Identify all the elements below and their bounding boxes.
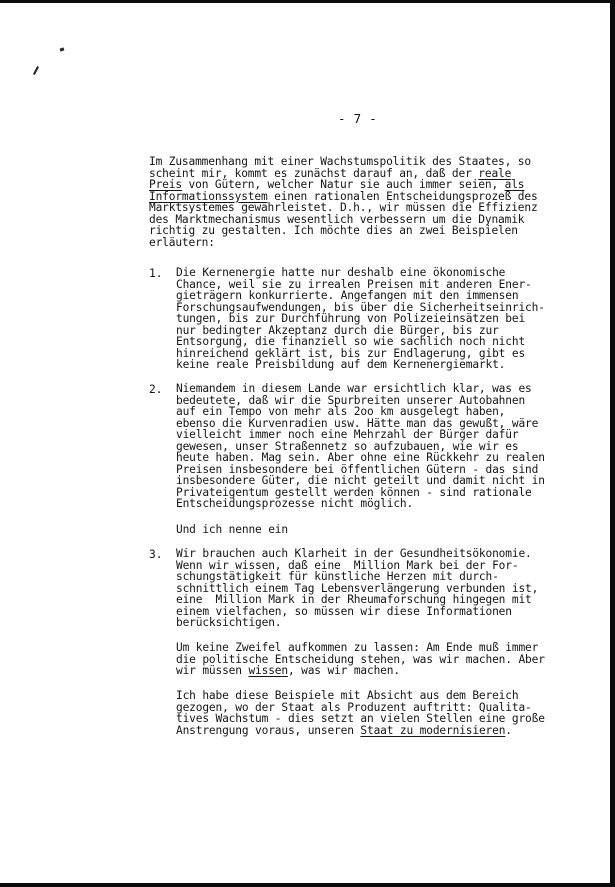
intro-paragraph: Im Zusammenhang mit einer Wachstumspolitik des Staates, so scheint mir, kommt es zunächst darauf an, daß der reale Preis von Gütern, welcher Natur sie auch immer seien, als Informationssystem einen rationalen Entscheidungsprozeß des Marktsystemes gewährleistet. D.h., wir müssen die Effizienz des Marktmechanismus wesentlich verbessern um die Dynamik richtig zu gestalten. Ich möchte dies an zwei Beispielen erläutern: (149, 155, 538, 249)
underlined-term: Informationssystem (149, 189, 268, 203)
scan-edge-right (610, 0, 615, 887)
underlined-term: reale (478, 166, 512, 180)
underlined-term: Staat zu modernisieren (360, 723, 506, 737)
underlined-term: als (504, 178, 525, 191)
scan-edge-top (0, 0, 615, 3)
list-number: 2. (149, 383, 163, 396)
item-3-paragraph-2: Um keine Zweifel aufkommen zu lassen: Am Ende muß immer die politische Entscheidung stehen, was wir machen. Aber wir müssen wissen, was wir machen. (176, 641, 545, 677)
scan-speck (60, 47, 65, 51)
list-item-2: Niemandem in diesem Lande war ersichtlich klar, was es bedeutete, daß wir die Spurbreiten unserer Autobahnen auf ein Tempo von mehr als 2oo km ausgelegt haben, ebenso die Kurvenradien usw. Hätte man das gewußt, wäre vielleicht immer noch eine Mehrzahl der Bürger dafür gewesen, unser Straßennetz so aufzubauen, wie wir es heute haben. Mag sein. Aber ohne eine Rückkehr zu realen Preisen insbesondere bei öffentlichen Gütern - das sind insbesondere Güter, die nicht geteilt und damit nicht in Privateigentum gestellt werden können - sind rationale Entscheidungsprozesse nicht möglich. (176, 382, 545, 510)
item-3-paragraph-3: Ich habe diese Beispiele mit Absicht aus dem Bereich gezogen, wo der Staat als Produzent auftritt: Qualita- tives Wachstum - dies setzt an vielen Stellen eine große Anstrengung voraus, unseren Staat zu modernisieren. (176, 689, 545, 737)
underlined-term: wissen (248, 664, 288, 677)
page-number: - 7 - (338, 111, 378, 126)
list-item-1: Die Kernenergie hatte nur deshalb eine ökonomische Chance, weil sie zu irrealen Preisen mit anderen Ener- gieträgern konkurrierte. Angefangen mit den immensen Forschungsaufwendungen, bis über die Sicherheitseinrich- tungen, bis zur Durchführung von Polizeieinsätzen bei nur bedingter Akzeptanz durch die Bürger, bis zur Entsorgung, die finanziell so wie sachlich noch nicht hinreichend geklärt ist, bis zur Endlagerung, gibt es keine reale Preisbildung auf dem Kernenergiemarkt. (176, 266, 545, 371)
underlined-term: Preis (149, 178, 182, 191)
list-number: 3. (149, 548, 163, 561)
list-number: 1. (149, 267, 163, 280)
list-item-3: Wir brauchen auch Klarheit in der Gesundheitsökonomie. Wenn wir wissen, daß eine Million Mark bei der For- schungstätigkeit für künstliche Herzen mit durch- schnittlich einem Tag Lebensverlängerung verbunden ist, eine Million Mark in der Rheumaforschung hingegen mit einem vielfachen, so müssen wir diese Informationen berücksichtigen. (176, 547, 539, 629)
scan-edge-bottom (0, 883, 615, 887)
transition-line: Und ich nenne ein (176, 523, 288, 536)
scan-speck (33, 66, 39, 75)
